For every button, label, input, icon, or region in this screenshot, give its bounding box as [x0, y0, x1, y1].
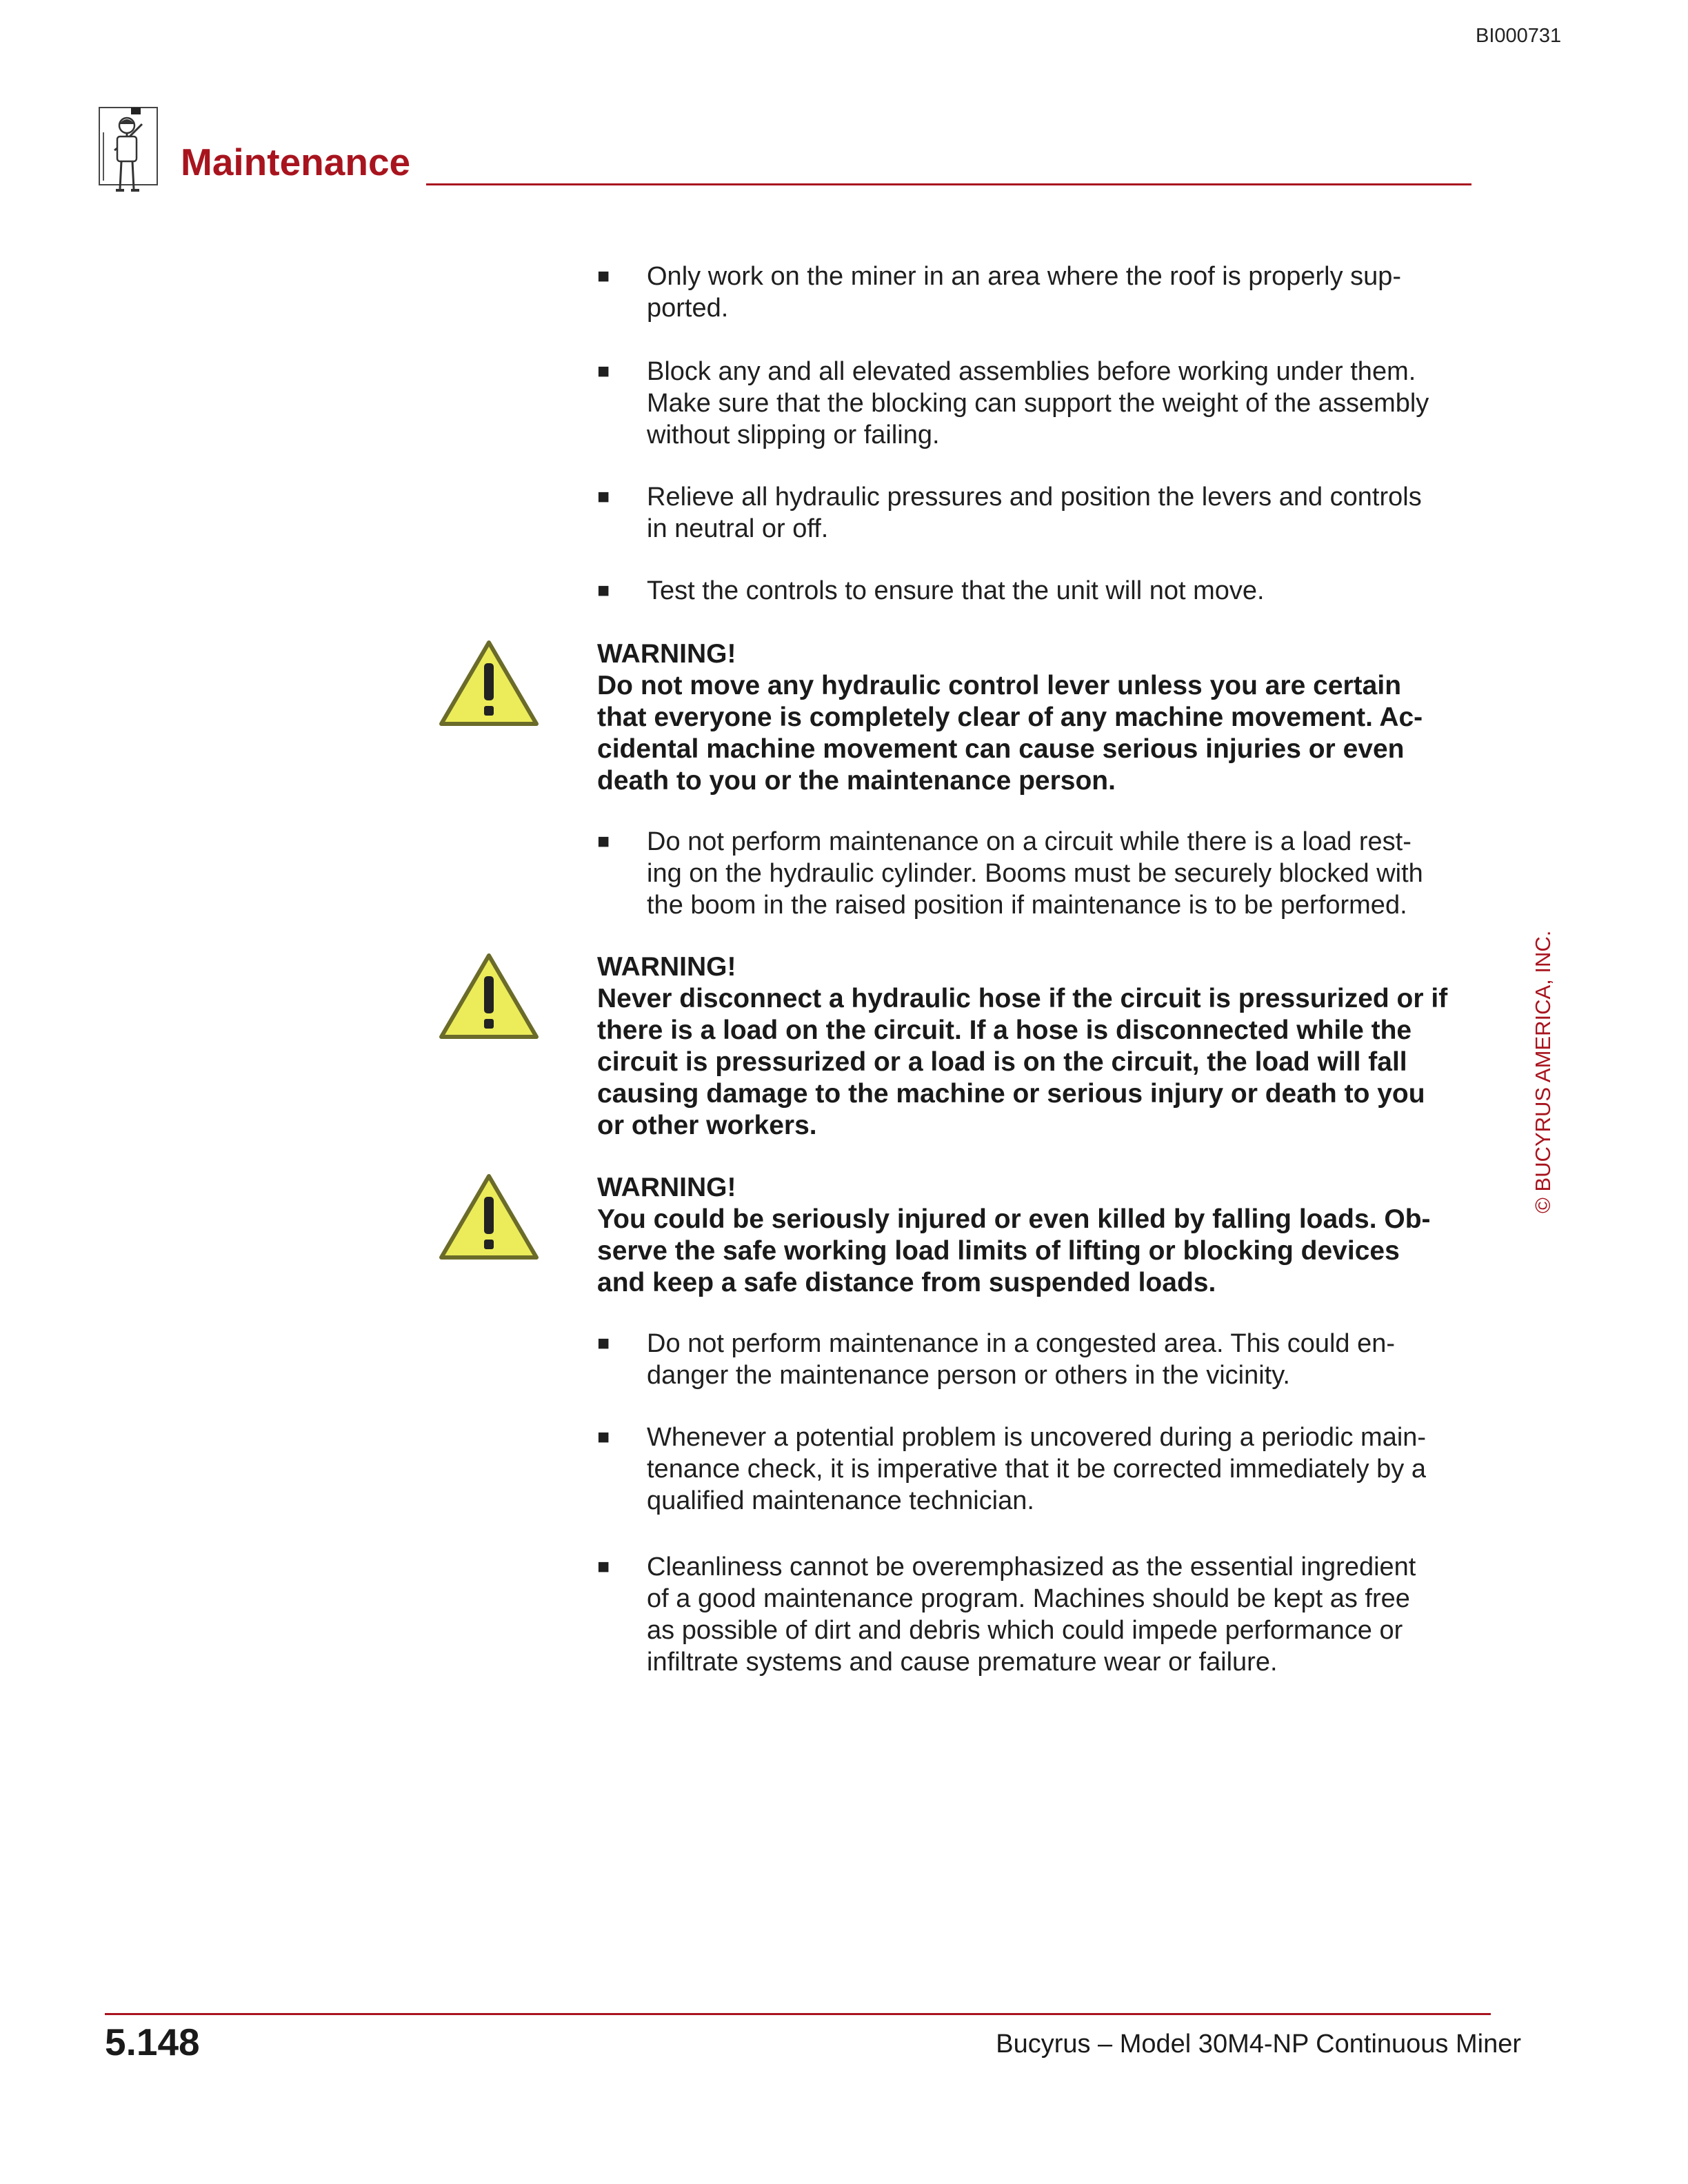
warning-triangle-icon	[437, 951, 541, 1042]
bullet-text: Cleanliness cannot be overemphasized as the essential ingredient of a good maintenance program. Machines should be kept as free as possible of dirt and debris which could impede performance or infiltrate systems and cause premature wear or failure.	[647, 1553, 1416, 1677]
copyright-side-text: © BUCYRUS AMERICA, INC.	[1531, 930, 1555, 1213]
bullet-marker: ■	[597, 1332, 610, 1355]
bullet-text: Whenever a potential problem is uncovered during a periodic main- tenance check, it is imperative that it be corrected immediately by a qualified maintenance technician.	[647, 1423, 1427, 1515]
bullet-marker: ■	[597, 360, 610, 383]
page-number: 5.148	[105, 2021, 200, 2063]
bullet-text: Test the controls to ensure that the unit will not move.	[647, 576, 1265, 605]
bullet-text: Only work on the miner in an area where the roof is properly sup- ported.	[647, 262, 1402, 323]
bullet-marker: ■	[597, 1555, 610, 1578]
footer-rule	[105, 2013, 1491, 2015]
bullet-marker: ■	[597, 485, 610, 508]
footer-document-title: Bucyrus – Model 30M4-NP Continuous Miner	[996, 2030, 1521, 2059]
warning-title: WARNING!	[597, 1173, 736, 1202]
section-title: Maintenance	[181, 141, 411, 183]
warning-text: You could be seriously injured or even killed by falling loads. Ob- serve the safe working load limits of lifting or blocking devices and keep a safe distance from suspended loads.	[597, 1204, 1431, 1297]
warning-title: WARNING!	[597, 639, 736, 669]
bullet-marker: ■	[597, 265, 610, 287]
warning-title: WARNING!	[597, 952, 736, 982]
title-rule	[426, 183, 1471, 185]
warning-triangle-icon	[437, 1172, 541, 1263]
bullet-text: Do not perform maintenance in a congested area. This could en- danger the maintenance person or others in the vicinity.	[647, 1329, 1396, 1390]
maintenance-worker-icon	[97, 105, 160, 199]
warning-text: Never disconnect a hydraulic hose if the circuit is pressurized or if there is a load on the circuit. If a hose is disconnected while the circuit is pressurized or a load is on the circuit, the load will fall causing damage to the machine or serious injury or death to you or other workers.	[597, 984, 1448, 1140]
bullet-text: Block any and all elevated assemblies before working under them. Make sure that the blocking can support the weight of the assembly without slipping or failing.	[647, 357, 1429, 449]
bullet-marker: ■	[597, 830, 610, 853]
warning-triangle-icon	[437, 638, 541, 729]
bullet-marker: ■	[597, 1426, 610, 1448]
bullet-text: Relieve all hydraulic pressures and position the levers and controls in neutral or off.	[647, 483, 1422, 543]
bullet-marker: ■	[597, 579, 610, 602]
document-id: BI000731	[1476, 25, 1562, 47]
bullet-text: Do not perform maintenance on a circuit while there is a load rest- ing on the hydraulic cylinder. Booms must be securely blocked with the boom in the raised position if maintenance is to be performed.	[647, 827, 1423, 920]
warning-text: Do not move any hydraulic control lever unless you are certain that everyone is completely clear of any machine movement. Ac- cidental machine movement can cause serious injuries or even death to you or the maintenance person.	[597, 671, 1423, 796]
